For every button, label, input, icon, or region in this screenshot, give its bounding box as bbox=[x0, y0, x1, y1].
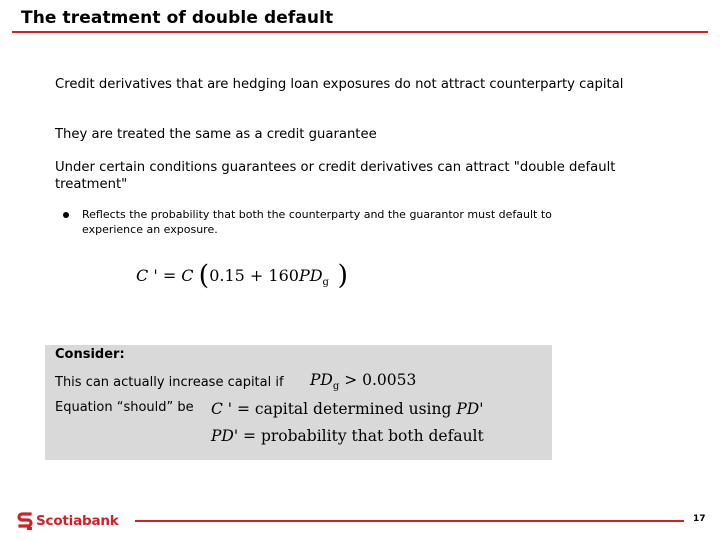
equation-probability-text: = probability that both default bbox=[238, 427, 484, 445]
equation-pd-prime: PD' bbox=[456, 400, 484, 418]
formula-lhs: C ' = C bbox=[136, 266, 194, 285]
title-divider bbox=[12, 31, 708, 33]
paragraph-double-default: Under certain conditions guarantees or credit derivatives can attract "double default treatment" bbox=[55, 160, 616, 192]
bullet-icon bbox=[63, 212, 69, 218]
equation-capital-text: = capital determined using bbox=[232, 400, 457, 418]
equation-probability bbox=[211, 427, 484, 445]
page-number: 17 bbox=[693, 514, 706, 524]
scotiabank-logo bbox=[17, 511, 119, 531]
formula-open-paren: ( bbox=[198, 260, 210, 291]
capital-formula bbox=[136, 260, 348, 291]
paragraph-guarantee: They are treated the same as a credit guarantee bbox=[55, 127, 377, 142]
formula-constant: 0.15 bbox=[209, 266, 245, 285]
scotiabank-s-icon bbox=[17, 511, 33, 531]
footer-divider bbox=[135, 520, 684, 522]
formula-plus: + 160 bbox=[244, 266, 299, 285]
condition-threshold: > 0.0053 bbox=[339, 371, 417, 389]
formula-pd: PD bbox=[298, 266, 323, 285]
consider-line-equation: Equation “should” be bbox=[55, 400, 194, 415]
formula-subscript: g bbox=[322, 277, 329, 289]
consider-heading: Consider: bbox=[55, 347, 125, 362]
condition-subscript: g bbox=[332, 381, 340, 393]
condition-pd: PD bbox=[310, 371, 333, 389]
equation-capital bbox=[211, 400, 483, 418]
condition-formula bbox=[310, 371, 416, 392]
equation-pd-prime-lhs: PD' bbox=[211, 427, 239, 445]
brand-name: Scotiabank bbox=[36, 513, 119, 529]
bullet-probability: Reflects the probability that both the counterparty and the guarantor must default to experience an exposure. bbox=[82, 208, 552, 236]
equation-lhs: C ' bbox=[211, 400, 233, 418]
paragraph-hedging: Credit derivatives that are hedging loan exposures do not attract counterparty capital bbox=[55, 77, 624, 92]
slide-title: The treatment of double default bbox=[21, 8, 334, 28]
formula-close-paren: ) bbox=[328, 260, 349, 291]
consider-line-increase: This can actually increase capital if bbox=[55, 375, 284, 390]
